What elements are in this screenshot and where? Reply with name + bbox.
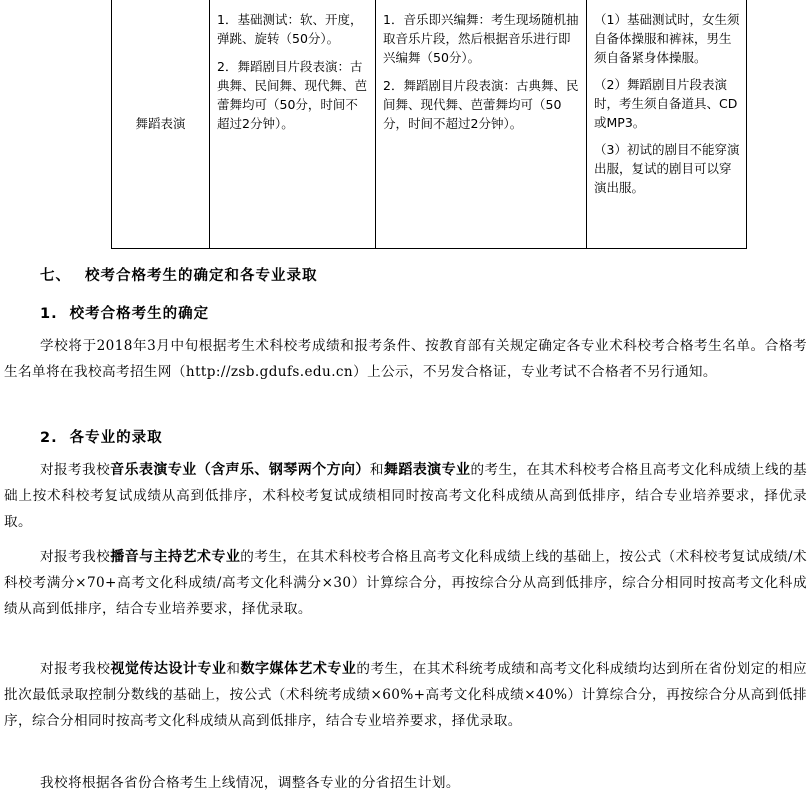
cell-paragraph: （3）初试的剧目不能穿演出服，复试的剧目可以穿演出服。 xyxy=(594,142,740,195)
cell-paragraph: （2）舞蹈剧目片段表演时，考生须自备道具、CD或MP3。 xyxy=(594,77,738,130)
major-name: 数字媒体艺术专业 xyxy=(240,661,357,677)
cell-paragraph: 2．舞蹈剧目片段表演：古典舞、民间舞、现代舞、芭蕾舞均可（50分，时间不超过2分钟）。 xyxy=(217,59,368,131)
section-title: 校考合格考生的确定和各专业录取 xyxy=(85,268,318,284)
cell-paragraph: 1．音乐即兴编舞：考生现场随机抽取音乐片段，然后根据音乐进行即兴编舞（50分）。 xyxy=(383,12,579,65)
subsection-heading xyxy=(40,426,163,447)
subsection-heading xyxy=(40,302,209,323)
subsection-title: 各专业的录取 xyxy=(69,430,163,446)
paragraph xyxy=(4,544,807,622)
text-run: 对报考我校 xyxy=(40,549,111,565)
major-name: 舞蹈表演专业 xyxy=(383,462,471,478)
text-run: 的考生，在其术科校考合格且高考文化科成绩上线的基础上按术科校考复试成绩从高到低排序，术科校考复试成绩相同时按高考文化科成绩从高到低排序，结合专业培养要求，择优录取。 xyxy=(4,462,807,530)
subsection-number: 2. xyxy=(40,430,58,446)
cell-paragraph: （1）基础测试时，女生须自备体操服和裤袜，男生须自备紧身体操服。 xyxy=(594,12,740,65)
section-heading xyxy=(40,264,318,285)
table-row xyxy=(112,0,747,249)
text-run: 和 xyxy=(226,661,241,677)
subsection-number: 1. xyxy=(40,306,58,322)
table-cell-retest xyxy=(376,0,587,249)
paragraph xyxy=(4,457,807,535)
text-run: 对报考我校 xyxy=(40,462,111,478)
text-run: 和 xyxy=(369,462,384,478)
cell-paragraph: 1．基础测试：软、开度，弹跳、旋转（50分）。 xyxy=(217,12,363,46)
subsection-title: 校考合格考生的确定 xyxy=(69,306,210,322)
cell-paragraph: 2．舞蹈剧目片段表演：古典舞、民间舞、现代舞、芭蕾舞均可（50分，时间不超过2分钟）。 xyxy=(383,78,579,131)
section-number: 七、 xyxy=(40,268,71,284)
major-name: 视觉传达设计专业 xyxy=(110,661,227,677)
text-run: 对报考我校 xyxy=(40,661,111,677)
table-cell-initial-test xyxy=(210,0,376,249)
major-name: 音乐表演专业（含声乐、钢琴两个方向） xyxy=(110,462,370,478)
table-cell-major: 舞蹈表演 xyxy=(112,0,210,249)
text-run: 的考生，在其术科统考成绩和高考文化科成绩均达到所在省份划定的相应批次最低录取控制分数线的基础上，按公式（术科统考成绩×60%+高考文化科成绩×40%）计算综合分，再按综合分从高到低排序，综合分相同时按高考文化科成绩从高到低排序，结合专业培养要求，择优录取。 xyxy=(4,661,808,729)
table-cell-notes xyxy=(587,0,747,249)
paragraph: 我校将根据各省份合格考生上线情况，调整各专业的分省招生计划。 xyxy=(40,775,460,791)
major-name: 播音与主持艺术专业 xyxy=(110,549,241,565)
text-run: 的考生，在其术科校考合格且高考文化科成绩上线的基础上，按公式（术科校考复试成绩/术科校考满分×70+高考文化科成绩/高考文化科满分×30）计算综合分，再按综合分从高到低排序，综合分相同时按高考文化科成绩从高到低排序，结合专业培养要求，择优录取。 xyxy=(4,549,807,617)
paragraph xyxy=(4,656,807,734)
requirements-table xyxy=(111,0,747,249)
paragraph: 学校将于2018年3月中旬根据考生术科校考成绩和报考条件、按教育部有关规定确定各专业术科校考合格考生名单。合格考生名单将在我校高考招生网（http://zsb.gdufs.edu.cn）上公示，不另发合格证，专业考试不合格者不另行通知。 xyxy=(4,338,807,380)
